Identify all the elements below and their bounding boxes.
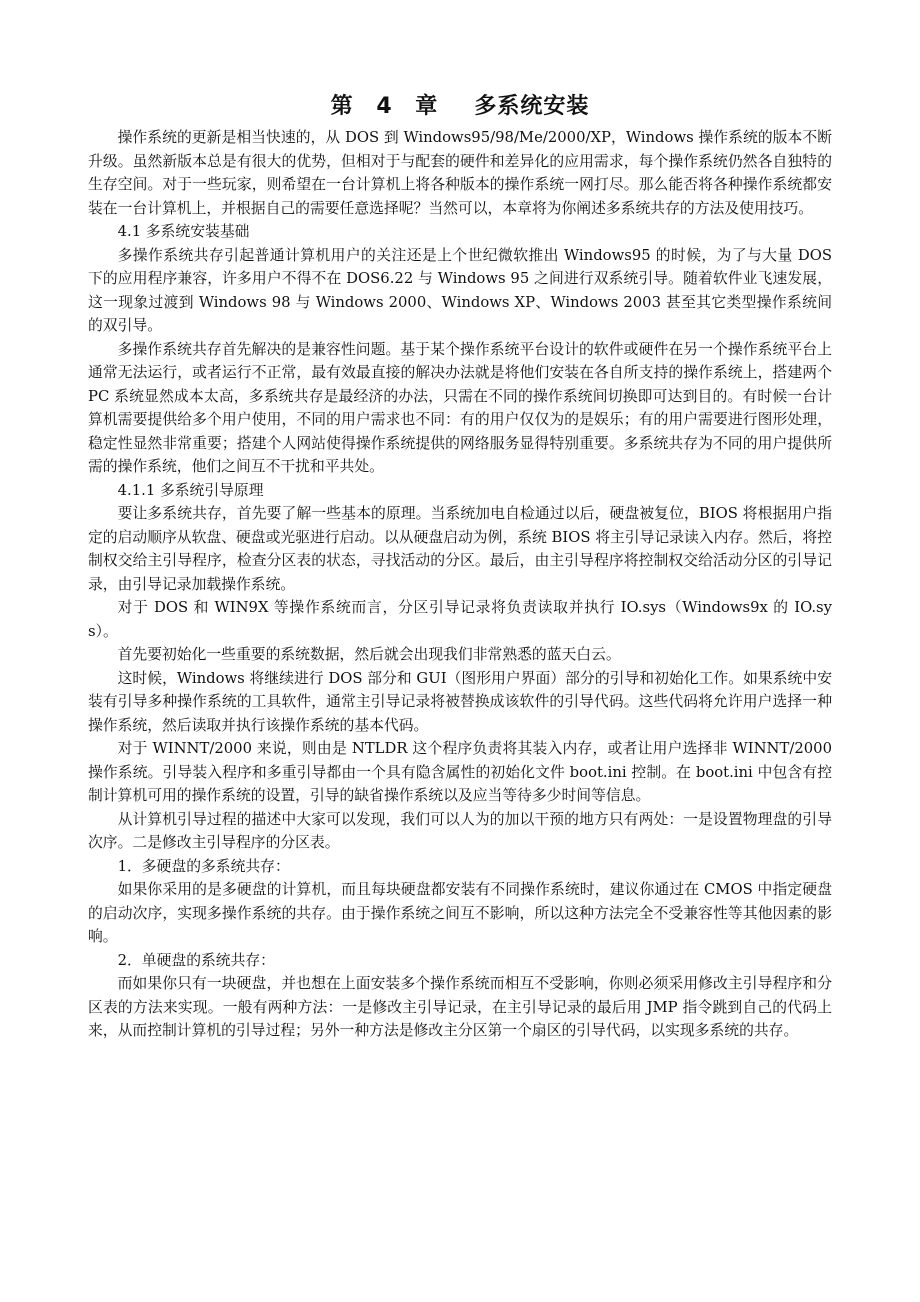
paragraph-intervention: 从计算机引导过程的描述中大家可以发现，我们可以人为的加以干预的地方只有两处：一是设置物理盘的引导次序。二是修改主引导程序的分区表。 bbox=[88, 810, 832, 851]
paragraph-windows-boot: 这时候，Windows 将继续进行 DOS 部分和 GUI（图形用户界面）部分的引导和初始化工作。如果系统中安装有引导多种操作系统的工具软件，通常主引导记录将被替换成该软件的引导代码。这些代码将允许用户选择一种操作系统，然后读取并执行该操作系统的基本代码。 bbox=[88, 669, 832, 734]
paragraph-single-disk: 而如果你只有一块硬盘，并也想在上面安装多个操作系统而相互不受影响，你则必须采用修改主引导程序和分区表的方法来实现。一般有两种方法：一是修改主引导记录，在主引导记录的最后用 JMP 指令跳到自己的代码上来，从而控制计算机的引导过程；另外一种方法是修改主分区第一个扇区的引导代码，以实现多系统的共存。 bbox=[88, 975, 832, 1039]
paragraph-winnt: 对于 WINNT/2000 来说，则由是 NTLDR 这个程序负责将其装入内存，或者让用户选择非 WINNT/2000 操作系统。引导装入程序和多重引导都由一个具有隐含属性的初始化文件 boot.ini 控制。在 boot.ini 中包含有控制计算机可用的操作系统的设置，引导的缺省操作系统以及应当等待多少时间等信息。 bbox=[88, 740, 832, 804]
paragraph-intro: 操作系统的更新是相当快速的，从 DOS 到 Windows95/98/Me/2000/XP，Windows 操作系统的版本不断升级。虽然新版本总是有很大的优势，但相对于与配套的硬件和差异化的应用需求，每个操作系统仍然各自独特的生存空间。对于一些玩家，则希望在一台计算机上将各种版本的操作系统一网打尽。那么能否将各种操作系统都安装在一台计算机上，并根据自己的需要任意选择呢？当然可以，本章将为你阐述多系统共存的方法及使用技巧。 bbox=[88, 129, 832, 217]
section-heading-4-1: 4.1 多系统安装基础 bbox=[117, 223, 250, 240]
paragraph-dos-win9x: 对于 DOS 和 WIN9X 等操作系统而言，分区引导记录将负责读取并执行 IO.sys（Windows9x 的 IO.sys）。 bbox=[88, 599, 832, 640]
paragraph-boot-principle: 要让多系统共存，首先要了解一些基本的原理。当系统加电自检通过以后，硬盘被复位，BIOS 将根据用户指定的启动顺序从软盘、硬盘或光驱进行启动。以从硬盘启动为例，系统 BIOS 将主引导记录读入内存。然后，将控制权交给主引导程序，检查分区表的状态，寻找活动的分区。最后，由主引导程序将控制权交给活动分区的引导记录，由引导记录加载操作系统。 bbox=[88, 505, 832, 593]
subheading-single-disk: 2．单硬盘的系统共存： bbox=[117, 951, 275, 969]
chapter-title bbox=[88, 92, 832, 122]
paragraph-multi-disk: 如果你采用的是多硬盘的计算机，而且每块硬盘都安装有不同操作系统时，建议你通过在 CMOS 中指定硬盘的启动次序，实现多操作系统的共存。由于操作系统之间互不影响，所以这种方法完全不受兼容性等其他因素的影响。 bbox=[88, 881, 832, 945]
document-page bbox=[88, 92, 832, 1043]
chapter-number: 第 4 章 bbox=[330, 94, 439, 119]
subheading-multi-disk: 1．多硬盘的多系统共存： bbox=[117, 857, 290, 875]
paragraph-init: 首先要初始化一些重要的系统数据，然后就会出现我们非常熟悉的蓝天白云。 bbox=[117, 646, 621, 663]
paragraph-history: 多操作系统共存引起普通计算机用户的关注还是上个世纪微软推出 Windows95 的时候，为了与大量 DOS 下的应用程序兼容，许多用户不得不在 DOS6.22 与 Windows 95 之间进行双系统引导。随着软件业飞速发展，这一现象过渡到 Windows 98 与 Windows 2000、Windows XP、Windows 2003 甚至其它类型操作系统间的双引导。 bbox=[88, 246, 832, 334]
section-heading-4-1-1: 4.1.1 多系统引导原理 bbox=[117, 481, 264, 499]
paragraph-compatibility: 多操作系统共存首先解决的是兼容性问题。基于某个操作系统平台设计的软件或硬件在另一个操作系统平台上通常无法运行，或者运行不正常，最有效最直接的解决办法就是将他们安装在各自所支持的操作系统上，搭建两个 PC 系统显然成本太高，多系统共存是最经济的办法，只需在不同的操作系统间切换即可达到目的。有时候一台计算机需要提供给多个用户使用，不同的用户需求也不同：有的用户仅仅为的是娱乐；有的用户需要进行图形处理，稳定性显然非常重要；搭建个人网站使得操作系统提供的网络服务显得特别重要。多系统共存为不同的用户提供所需的操作系统，他们之间互不干扰和平共处。 bbox=[88, 340, 832, 475]
chapter-name: 多系统安装 bbox=[474, 94, 590, 119]
